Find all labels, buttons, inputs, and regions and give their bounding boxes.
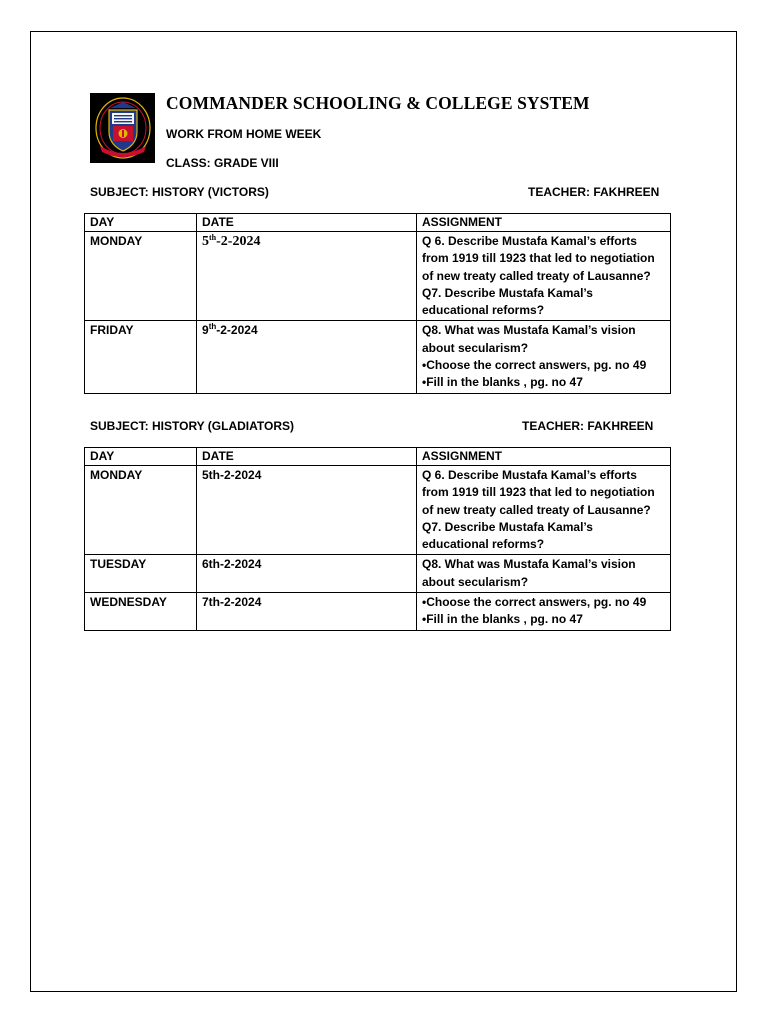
assignment-line: Q7. Describe Mustafa Kamal’s <box>422 285 593 300</box>
assignment-line: Q 6. Describe Mustafa Kamal’s efforts <box>422 234 637 248</box>
table-row <box>85 555 671 593</box>
assignment-line: •Choose the correct answers, pg. no 49 <box>422 358 647 373</box>
table-row <box>85 232 671 321</box>
assignment-line: from 1919 till 1923 that led to negotiation <box>422 485 655 500</box>
date-rest: -2-2024 <box>216 234 261 249</box>
subject-label-gladiators: SUBJECT: HISTORY (GLADIATORS) <box>90 419 295 433</box>
column-header-date: DATE <box>197 448 417 466</box>
assignment-line: Q 6. Describe Mustafa Kamal’s efforts <box>422 468 637 482</box>
assignment-cell <box>417 593 671 631</box>
assignment-line: Q8. What was Mustafa Kamal’s vision <box>422 323 636 338</box>
column-header-assignment: ASSIGNMENT <box>417 214 671 232</box>
assignment-line: •Fill in the blanks , pg. no 47 <box>422 375 583 390</box>
day-cell: WEDNESDAY <box>85 593 197 631</box>
assignment-line: of new treaty called treaty of Lausanne? <box>422 268 651 283</box>
column-header-day: DAY <box>85 448 197 466</box>
class-label: CLASS: GRADE VIII <box>166 156 279 170</box>
school-crest-icon <box>90 93 155 163</box>
date-day: 5 <box>202 234 209 249</box>
assignment-line: Q7. Describe Mustafa Kamal’s <box>422 519 593 534</box>
table-header-row <box>85 214 671 232</box>
schedule-table-victors <box>84 213 671 394</box>
school-name: COMMANDER SCHOOLING & COLLEGE SYSTEM <box>166 93 590 113</box>
assignment-cell <box>417 321 671 393</box>
assignment-line: educational reforms? <box>422 537 545 552</box>
assignment-cell <box>417 232 671 321</box>
column-header-assignment: ASSIGNMENT <box>417 448 671 466</box>
table-row <box>85 321 671 393</box>
column-header-day: DAY <box>85 214 197 232</box>
assignment-line: educational reforms? <box>422 303 545 318</box>
date-cell: 5th-2-2024 <box>197 466 417 555</box>
assignment-line: from 1919 till 1923 that led to negotiation <box>422 251 655 266</box>
assignment-cell <box>417 555 671 593</box>
work-from-home-heading: WORK FROM HOME WEEK <box>166 127 322 141</box>
day-cell: FRIDAY <box>85 321 197 393</box>
assignment-cell <box>417 466 671 555</box>
schedule-table-gladiators <box>84 447 671 631</box>
day-cell: MONDAY <box>85 466 197 555</box>
table-row <box>85 466 671 555</box>
assignment-line: of new treaty called treaty of Lausanne? <box>422 502 651 517</box>
teacher-label-victors: TEACHER: FAKHREEN <box>528 185 660 199</box>
table-header-row <box>85 448 671 466</box>
assignment-line: about secularism? <box>422 340 529 355</box>
table-row <box>85 593 671 631</box>
column-header-date: DATE <box>197 214 417 232</box>
assignment-line: •Fill in the blanks , pg. no 47 <box>422 612 583 627</box>
teacher-label-gladiators: TEACHER: FAKHREEN <box>522 419 654 433</box>
date-cell: 6th-2-2024 <box>197 555 417 593</box>
date-day: 9 <box>202 323 209 338</box>
date-cell <box>197 232 417 321</box>
day-cell: MONDAY <box>85 232 197 321</box>
subject-label-victors: SUBJECT: HISTORY (VICTORS) <box>90 185 269 199</box>
date-cell: 7th-2-2024 <box>197 593 417 631</box>
assignment-line: Q8. What was Mustafa Kamal’s vision <box>422 557 636 572</box>
date-rest: -2-2024 <box>216 323 258 338</box>
date-suffix: th <box>208 322 217 332</box>
date-suffix: th <box>209 233 217 242</box>
day-cell: TUESDAY <box>85 555 197 593</box>
date-cell <box>197 321 417 393</box>
assignment-line: about secularism? <box>422 574 529 589</box>
assignment-line: •Choose the correct answers, pg. no 49 <box>422 595 647 610</box>
